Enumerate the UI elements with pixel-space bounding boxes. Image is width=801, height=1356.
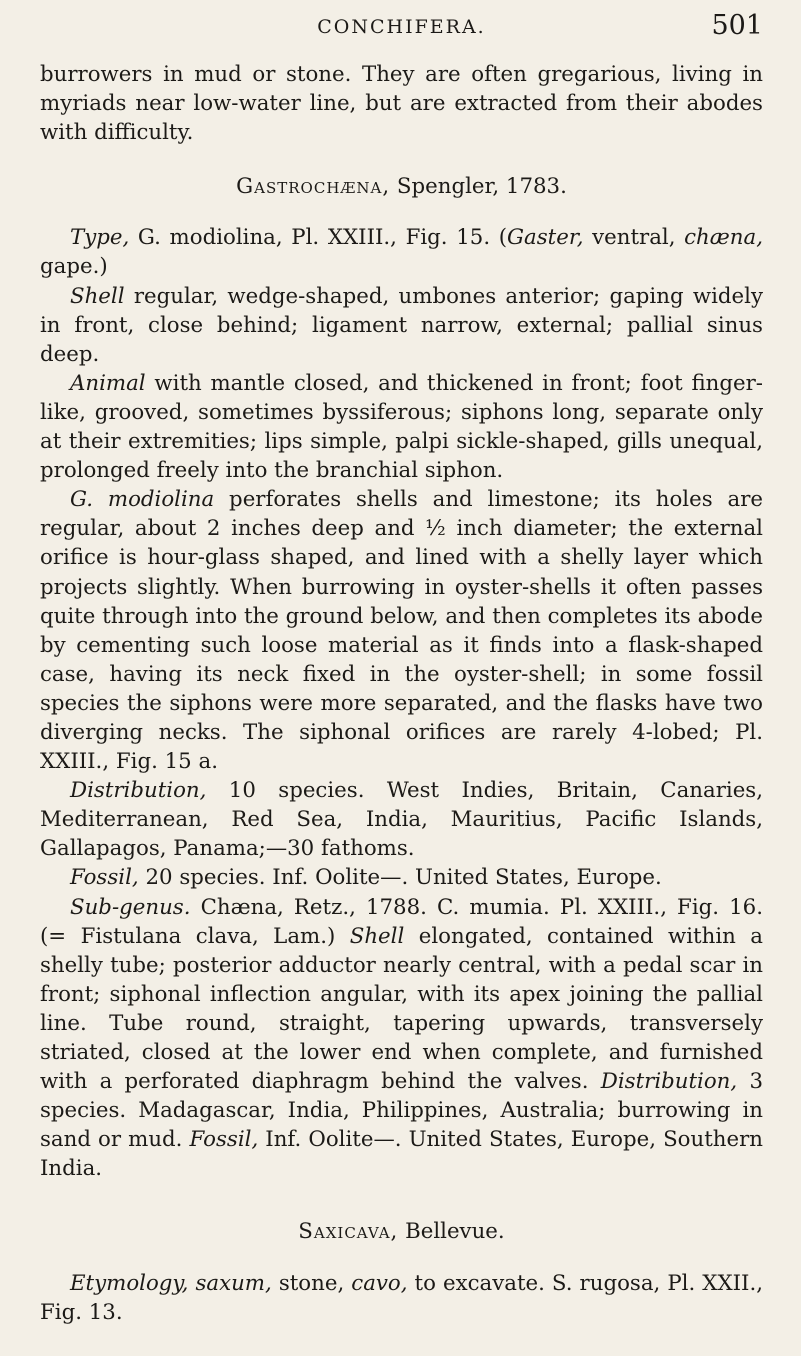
etymology-text-1: stone, xyxy=(271,1270,352,1296)
type-paragraph xyxy=(40,223,763,281)
subgenus-text-3: 3 species. Madagascar, India, Philippines, Australia; burrowing in sand or mud. xyxy=(40,1069,763,1153)
subgenus-shell-label: Shell xyxy=(349,923,405,949)
intro-paragraph: burrowers in mud or stone. They are often gregarious, living in myriads near low-water line, but are extracted from their abodes with difficulty. xyxy=(40,62,763,146)
animal-text: with mantle closed, and thickened in front; foot finger-like, grooved, sometimes byssiferous; siphons long, separate only at their extremities; lips simple, palpi sickle-shaped, gills unequal, prolonged freely into the branchial siphon. xyxy=(40,370,763,484)
etym-word-1: saxum, xyxy=(195,1270,272,1296)
page-header xyxy=(40,0,763,60)
etym-word-1: Gaster, xyxy=(507,225,584,251)
distribution-paragraph xyxy=(40,776,763,863)
subgenus-paragraph xyxy=(40,893,763,1184)
etym-word-2: chæna, xyxy=(684,225,763,251)
genus-heading-gastrochaena xyxy=(40,172,763,201)
genus-heading-saxicava xyxy=(40,1217,763,1246)
subgenus-label: Sub-genus. xyxy=(70,894,191,920)
fossil-text: 20 species. Inf. Oolite—. United States, Europe. xyxy=(138,865,662,891)
subgenus-text-4: Inf. Oolite—. United States, Europe, Southern India. xyxy=(40,1127,763,1182)
type-text-2: ventral, xyxy=(583,225,685,251)
genus-author: Spengler, 1783. xyxy=(390,174,567,200)
distribution-text: 10 species. West Indies, Britain, Canaries, Mediterranean, Red Sea, India, Mauritius, Pacific Islands, Gallapagos, Panama;—30 fathoms. xyxy=(40,778,763,862)
etymology-text-2: to excavate. S. rugosa, Pl. XXII., Fig. 13. xyxy=(40,1270,763,1325)
genus-name: Gastrochæna, xyxy=(236,174,391,200)
shell-text: regular, wedge-shaped, umbones anterior; gaping widely in front, close behind; ligament narrow, external; pallial sinus deep. xyxy=(40,283,763,367)
modiolina-paragraph xyxy=(40,485,763,776)
type-label: Type, xyxy=(70,225,130,251)
running-head: CONCHIFERA. xyxy=(317,16,486,38)
subgenus-distribution-label: Distribution, xyxy=(600,1069,738,1095)
modiolina-label: G. modiolina xyxy=(70,487,215,513)
etym-word-2: cavo, xyxy=(351,1270,408,1296)
etymology-label: Etymology, xyxy=(70,1270,189,1296)
type-text-3: gape.) xyxy=(40,254,108,280)
shell-paragraph xyxy=(40,282,763,369)
shell-label: Shell xyxy=(70,283,125,309)
fossil-label: Fossil, xyxy=(70,865,139,891)
genus-name: Saxicava, xyxy=(298,1219,399,1245)
subgenus-fossil-label: Fossil, xyxy=(189,1127,259,1153)
distribution-label: Distribution, xyxy=(70,778,207,804)
animal-paragraph xyxy=(40,369,763,485)
animal-label: Animal xyxy=(70,370,146,396)
genus-author: Bellevue. xyxy=(398,1219,505,1245)
page-number: 501 xyxy=(711,10,763,41)
subgenus-text-1: Chæna, Retz., 1788. C. mumia. Pl. XXIII., Fig. 16. (= Fistulana clava, Lam.) xyxy=(40,894,763,949)
type-text: G. modiolina, Pl. XXIII., Fig. 15. ( xyxy=(129,225,508,251)
etymology-paragraph xyxy=(40,1269,763,1327)
fossil-paragraph xyxy=(40,863,763,892)
body-text xyxy=(40,60,763,1327)
modiolina-text: perforates shells and limestone; its holes are regular, about 2 inches deep and ½ inch diameter; the external orifice is hour-glass shaped, and lined with a shelly layer which projects slightly. When burrowing in oyster-shells it often passes quite through into the ground below, and then completes its abode by cementing such loose material as it finds into a flask-shaped case, having its neck fixed in the oyster-shell; in some fossil species the siphons were more separated, and the flasks have two diverging necks. The siphonal orifices are rarely 4-lobed; Pl. XXIII., Fig. 15 a. xyxy=(40,487,763,775)
subgenus-text-2: elongated, contained within a shelly tube; posterior adductor nearly central, with a pedal scar in front; siphonal inflection angular, with its apex joining the pallial line. Tube round, straight, tapering upwards, transversely striated, closed at the lower end when complete, and furnished with a perforated diaphragm behind the valves. xyxy=(40,923,763,1095)
